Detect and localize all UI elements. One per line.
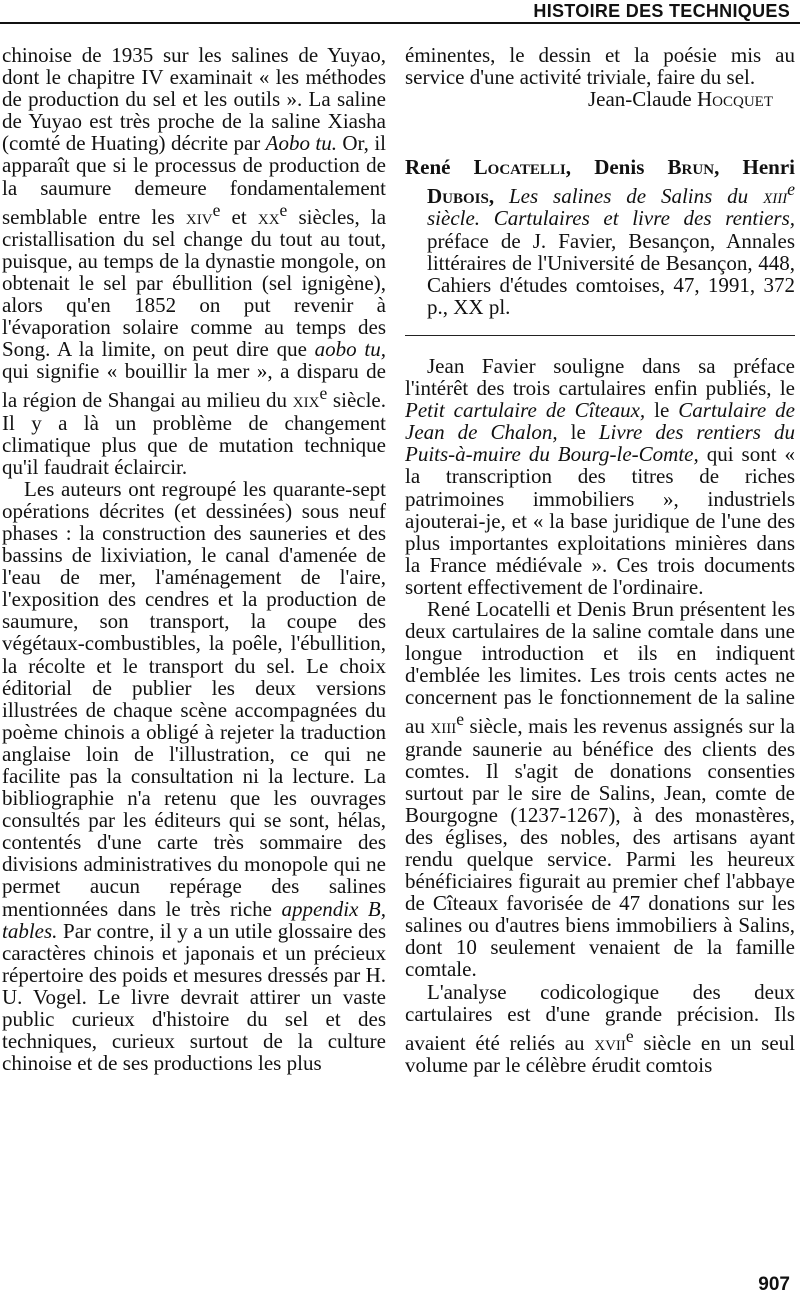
paragraph-continued: chinoise de 1935 sur les salines de Yuyao, dont le chapitre IV examinait « les méthodes de production du sel et les outils ». La saline de Yuyao est très proche de la saline Xiasha (comté de Huating) décrite par Aobo tu. Or, il apparaît que si le processus de production de la saumure demeure fondamentalement semblable entre les xiv$^e$ et $xx^e$ siècles, la cristallisation du sel change du tout au tout, puisque, au temps de la dynastie mongole, on obtenait le sel par ébullition (sel ignigène), alors qu'en 1852 on put revenir à l'évaporation solaire comme au temps des Song. A la limite, on peut dire que aobo tu, qui signifie « bouillir la mer », a disparu de la région de Shangai au milieu du xix$^e$ siècle. Il y a là un problème de changement climatique plus que de mutation technique qu'il faudrait éclaircir. <box>2 43 387 479</box>
right-column <box>405 44 795 1076</box>
paragraph-phases: Les auteurs ont regroupé les quarante-sept opérations décrites (et dessinées) sous neuf phases : la construction des sauneries et des bassins de lixiviation, le canal d'amenée de l'eau de mer, l'aménagement de l'aire, l'exposition des cendres et la production de saumure, son transport, la coupe des végétaux-combustibles, la poêle, l'ébullition, la récolte et le transport du sel. Le choix éditorial de publier les deux versions illustrées de chaque scène accompagnées du poème chinois a obligé à rejeter la traduction anglaise loin de l'illustration, ce qui ne facilite pas la consultation ni la lecture. La bibliographie n'a retenu que les ouvrages consultés par les éditeurs qui se sont, hélas, contentés d'une carte très sommaire des divisions administratives du monopole qui ne permet aucun repérage des salines mentionnées dans le très riche appendix B, tables. Par contre, il y a un utile glossaire des caractères chinois et japonais et un précieux répertoire des poids et mesures dressés par H. U. Vogel. Le livre devrait attirer un vaste public curieux d'histoire du sel et des techniques, curieux surtout de la culture chinoise et de ses productions les plus <box>2 476 386 1076</box>
page-number: 907 <box>758 1274 790 1295</box>
paragraph-conclusion: éminentes, le dessin et la poésie mis au service d'une activité triviale, faire du sel. <box>405 43 795 90</box>
running-header <box>0 0 800 22</box>
reference-authors: René Locatelli, Denis Brun, Henri Dubois, <box>405 155 795 209</box>
header-rule <box>0 22 800 24</box>
section-divider <box>405 335 795 336</box>
reference-title: Les salines de Salins du xiii$^e$ siècle. Cartulaires et livre des rentiers, <box>427 179 795 231</box>
review-signature: Jean-Claude Hocquet <box>587 87 773 112</box>
paragraph-codicology: L'analyse codicologique des deux cartulaires est d'une grande précision. Ils avaient été reliés au xvii$^e$ siècle en un seul volume par le célèbre érudit comtois <box>405 979 796 1077</box>
book-reference <box>405 156 795 318</box>
reference-details: préface de J. Favier, Besançon, Annales littéraires de l'Université de Besançon, 448, Cahiers d'études comtoises, 47, 1991, 372 p., XX pl. <box>427 228 795 319</box>
paragraph-favier: Jean Favier souligne dans sa préface l'intérêt des trois cartulaires enfin publiés, le Petit cartulaire de Cîteaux, le Cartulaire de Jean de Chalon, le Livre des rentiers du Puits-à-muire du Bourg-le-Comte, qui sont « la transcription des titres de riches patrimoines immobiliers », industriels ajouterai-je, et « la base juridique de l'une des plus importantes exploitations minières dans la France médiévale ». Ces trois documents sortent effectivement de l'ordinaire. <box>405 353 795 599</box>
paragraph-cartularies: René Locatelli et Denis Brun présentent les deux cartulaires de la saline comtale dans une longue introduction et ils en indiquent d'emblée les limites. Les trois cents actes ne concernent pas le fonctionnement de la saline au xiii$^e$ siècle, mais les revenus assignés sur la grande saunerie au bénéfice des clients des comtes. Il s'agit de donations consenties surtout par le sire de Salins, Jean, comte de Bourgogne (1237-1267), à des monastères, des églises, des nobles, des artisans ayant rendu quelque service. Parmi les heureux bénéficiaires figurait au premier chef l'abbaye de Cîteaux favorisée de 47 donations sur les salines ou d'autres biens immobiliers à Salins, dont 10 seulement venaient de la famille comtale. <box>405 596 795 982</box>
left-column <box>2 44 386 1074</box>
running-title: HISTOIRE DES TECHNIQUES <box>533 1 790 21</box>
